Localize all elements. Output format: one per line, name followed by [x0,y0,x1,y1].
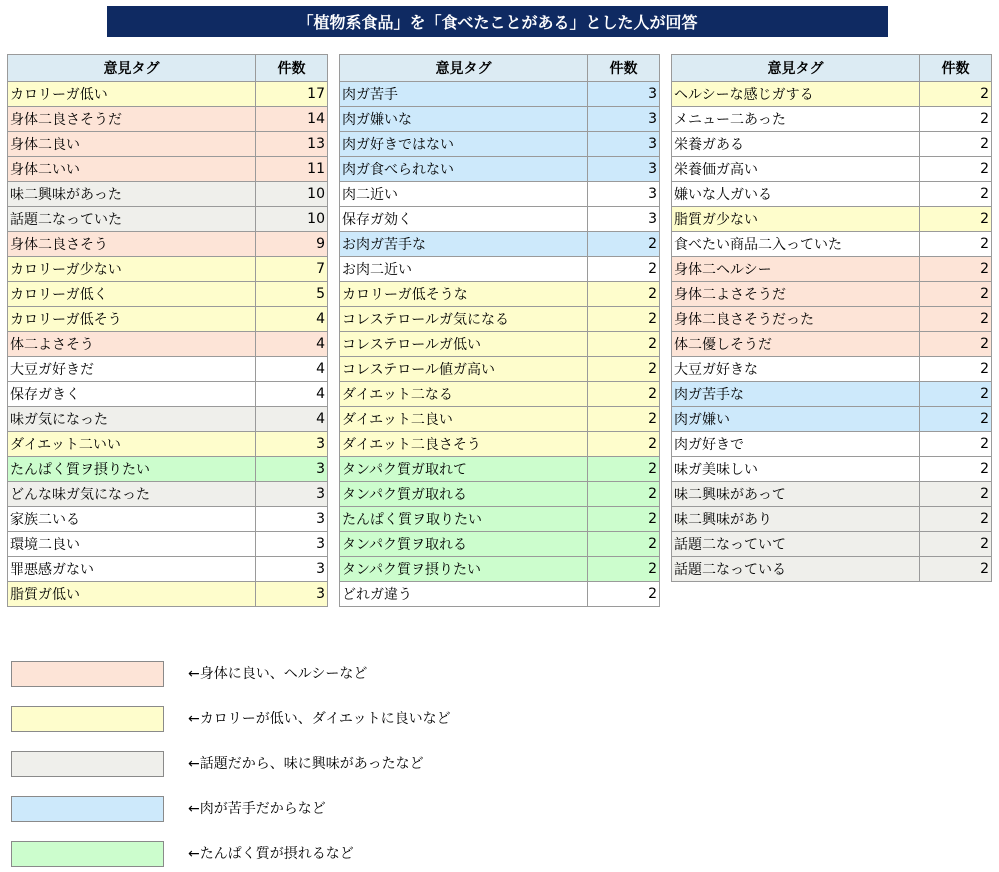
count-cell: 2 [920,282,992,307]
table-row [340,357,660,382]
table-row [672,307,992,332]
count-cell: 2 [920,557,992,582]
count-cell: 11 [256,157,328,182]
count-cell: 3 [588,107,660,132]
table-row [672,507,992,532]
count-cell: 2 [920,457,992,482]
count-cell: 2 [920,432,992,457]
count-cell: 2 [588,432,660,457]
legend-label: ←身体に良い、ヘルシーなど [188,666,368,682]
opinion-tag-cell: どれガ違う [340,582,588,607]
table-row [340,557,660,582]
opinion-tag-cell: 味二興味があって [672,482,920,507]
table-row [340,507,660,532]
opinion-tag-cell: 脂質ガ少ない [672,207,920,232]
count-cell: 2 [920,132,992,157]
opinion-tag-cell: 嫌いな人ガいる [672,182,920,207]
count-cell: 2 [588,532,660,557]
opinion-tag-cell: たんぱく質ヲ摂りたい [8,457,256,482]
opinion-tag-cell: 肉二近い [340,182,588,207]
opinion-tag-cell: 肉ガ嫌い [672,407,920,432]
table-row [8,407,328,432]
count-cell: 3 [256,432,328,457]
table-row [8,282,328,307]
legend-label: ←たんぱく質が摂れるなど [188,846,354,862]
table-row [8,182,328,207]
table-row [340,82,660,107]
opinion-tag-cell: 脂質ガ低い [8,582,256,607]
table-row [8,507,328,532]
count-cell: 3 [588,182,660,207]
opinion-tag-cell: 身体二いい [8,157,256,182]
table-row [672,82,992,107]
count-cell: 14 [256,107,328,132]
opinion-tag-cell: コレステロールガ低い [340,332,588,357]
table-row [672,157,992,182]
count-cell: 2 [920,532,992,557]
opinion-tag-cell: メニュー二あった [672,107,920,132]
opinion-tag-cell: お肉ガ苦手な [340,232,588,257]
table-row [672,357,992,382]
count-cell: 3 [256,507,328,532]
count-cell: 5 [256,282,328,307]
header-count: 件数 [920,55,992,82]
table-row [340,207,660,232]
table-row [340,432,660,457]
opinion-tag-cell: 話題二なっている [672,557,920,582]
opinion-tag-cell: 保存ガ効く [340,207,588,232]
count-cell: 13 [256,132,328,157]
table-row [672,482,992,507]
table-row [8,82,328,107]
table-row [672,282,992,307]
opinion-tag-cell: 肉ガ苦手な [672,382,920,407]
table-row [672,457,992,482]
opinion-tag-cell: どんな味ガ気になった [8,482,256,507]
opinion-tag-cell: ダイエット二良い [340,407,588,432]
opinion-tag-cell: お肉二近い [340,257,588,282]
opinion-tag-cell: 保存ガきく [8,382,256,407]
table-row [8,582,328,607]
count-cell: 4 [256,382,328,407]
table-header-row [672,55,992,82]
count-cell: 2 [920,257,992,282]
opinion-tag-cell: 肉ガ苦手 [340,82,588,107]
count-cell: 3 [588,132,660,157]
table-row [8,257,328,282]
legend-label: ←肉が苦手だからなど [188,801,326,817]
count-cell: 3 [588,207,660,232]
table-row [340,482,660,507]
opinion-tag-cell: タンパク質ガ取れて [340,457,588,482]
opinion-tag-cell: ヘルシーな感じガする [672,82,920,107]
table-row [672,532,992,557]
opinion-tag-cell: 身体二良い [8,132,256,157]
table-row [340,132,660,157]
header-count: 件数 [256,55,328,82]
count-cell: 2 [920,482,992,507]
opinion-tag-cell: 味二興味があった [8,182,256,207]
table-row [340,407,660,432]
table-row [340,582,660,607]
table-row [672,132,992,157]
count-cell: 2 [920,157,992,182]
table-header-row [8,55,328,82]
count-cell: 2 [588,407,660,432]
opinion-tag-cell: 肉ガ好きではない [340,132,588,157]
table-row [340,107,660,132]
legend-swatch [11,661,164,687]
legend-swatch [11,706,164,732]
opinion-tag-cell: カロリーガ低そうな [340,282,588,307]
count-cell: 3 [256,532,328,557]
opinion-tag-cell: ダイエット二いい [8,432,256,457]
count-cell: 2 [920,207,992,232]
opinion-tag-cell: コレステロール値ガ高い [340,357,588,382]
opinion-tag-cell: タンパク質ガ取れる [340,482,588,507]
opinion-tag-cell: 身体二ヘルシー [672,257,920,282]
opinion-tag-cell: 身体二良さそうだった [672,307,920,332]
table-row [8,157,328,182]
opinion-table-3 [671,54,992,582]
table-row [8,557,328,582]
count-cell: 3 [588,157,660,182]
opinion-tag-cell: 肉ガ食べられない [340,157,588,182]
opinion-tag-cell: 味ガ美味しい [672,457,920,482]
table-row [672,332,992,357]
table-row [340,257,660,282]
page-title: 「植物系食品」を「食べたことがある」とした人が回答 [107,6,888,37]
header-tag: 意見タグ [8,55,256,82]
count-cell: 10 [256,182,328,207]
table-row [672,432,992,457]
opinion-tag-cell: タンパク質ヲ摂りたい [340,557,588,582]
table-row [340,307,660,332]
count-cell: 2 [920,182,992,207]
count-cell: 4 [256,332,328,357]
legend-label: ←カロリーが低い、ダイエットに良いなど [188,711,451,727]
opinion-tag-cell: タンパク質ヲ取れる [340,532,588,557]
opinion-tag-cell: 大豆ガ好きな [672,357,920,382]
table-row [672,557,992,582]
opinion-tag-cell: カロリーガ低く [8,282,256,307]
count-cell: 3 [256,557,328,582]
opinion-tag-cell: 話題二なっていて [672,532,920,557]
table-row [8,307,328,332]
count-cell: 2 [920,382,992,407]
table-row [340,157,660,182]
opinion-tag-cell: 味二興味があり [672,507,920,532]
table-row [8,332,328,357]
count-cell: 2 [588,557,660,582]
count-cell: 10 [256,207,328,232]
table-row [8,207,328,232]
table-row [672,407,992,432]
opinion-tag-cell: 肉ガ嫌いな [340,107,588,132]
count-cell: 2 [920,407,992,432]
table-row [340,182,660,207]
table-row [8,107,328,132]
opinion-tag-cell: 肉ガ好きで [672,432,920,457]
count-cell: 2 [588,507,660,532]
opinion-tag-cell: ダイエット二良さそう [340,432,588,457]
opinion-table-1 [7,54,328,607]
opinion-tag-cell: カロリーガ低い [8,82,256,107]
count-cell: 2 [920,357,992,382]
count-cell: 2 [920,232,992,257]
count-cell: 3 [256,582,328,607]
opinion-tag-cell: たんぱく質ヲ取りたい [340,507,588,532]
count-cell: 2 [920,507,992,532]
count-cell: 2 [588,457,660,482]
header-tag: 意見タグ [340,55,588,82]
opinion-tag-cell: 身体二良さそうだ [8,107,256,132]
table-row [8,457,328,482]
table-row [8,482,328,507]
opinion-tag-cell: 罪悪感ガない [8,557,256,582]
opinion-table-2 [339,54,660,607]
table-row [672,257,992,282]
count-cell: 2 [588,257,660,282]
table-row [8,357,328,382]
opinion-tag-cell: ダイエット二なる [340,382,588,407]
opinion-tag-cell: 体二優しそうだ [672,332,920,357]
table-row [340,332,660,357]
table-row [8,382,328,407]
count-cell: 2 [920,307,992,332]
table-row [8,532,328,557]
count-cell: 4 [256,407,328,432]
opinion-tag-cell: 食べたい商品二入っていた [672,232,920,257]
count-cell: 2 [588,482,660,507]
table-row [340,282,660,307]
count-cell: 4 [256,357,328,382]
table-header-row [340,55,660,82]
count-cell: 3 [588,82,660,107]
opinion-tag-cell: 大豆ガ好きだ [8,357,256,382]
table-row [8,232,328,257]
count-cell: 2 [920,107,992,132]
legend-swatch [11,841,164,867]
count-cell: 2 [588,232,660,257]
count-cell: 3 [256,482,328,507]
opinion-tag-cell: 味ガ気になった [8,407,256,432]
opinion-tag-cell: 身体二よさそうだ [672,282,920,307]
opinion-tag-cell: カロリーガ低そう [8,307,256,332]
table-row [672,207,992,232]
count-cell: 17 [256,82,328,107]
opinion-tag-cell: 家族二いる [8,507,256,532]
opinion-tag-cell: カロリーガ少ない [8,257,256,282]
count-cell: 4 [256,307,328,332]
count-cell: 9 [256,232,328,257]
opinion-tag-cell: コレステロールガ気になる [340,307,588,332]
count-cell: 2 [588,332,660,357]
opinion-tag-cell: 環境二良い [8,532,256,557]
table-row [340,382,660,407]
table-row [672,382,992,407]
count-cell: 2 [588,307,660,332]
legend-swatch [11,796,164,822]
table-row [672,182,992,207]
count-cell: 2 [920,82,992,107]
table-row [340,232,660,257]
table-row [340,532,660,557]
count-cell: 2 [920,332,992,357]
count-cell: 2 [588,282,660,307]
opinion-tag-cell: 栄養価ガ高い [672,157,920,182]
count-cell: 3 [256,457,328,482]
opinion-tag-cell: 話題二なっていた [8,207,256,232]
table-row [672,107,992,132]
count-cell: 2 [588,357,660,382]
opinion-tag-cell: 身体二良さそう [8,232,256,257]
count-cell: 2 [588,582,660,607]
count-cell: 2 [588,382,660,407]
header-tag: 意見タグ [672,55,920,82]
table-row [672,232,992,257]
legend-label: ←話題だから、味に興味があったなど [188,756,424,772]
count-cell: 7 [256,257,328,282]
opinion-tag-cell: 栄養ガある [672,132,920,157]
legend-swatch [11,751,164,777]
header-count: 件数 [588,55,660,82]
opinion-tag-cell: 体二よさそう [8,332,256,357]
table-row [340,457,660,482]
table-row [8,132,328,157]
table-row [8,432,328,457]
